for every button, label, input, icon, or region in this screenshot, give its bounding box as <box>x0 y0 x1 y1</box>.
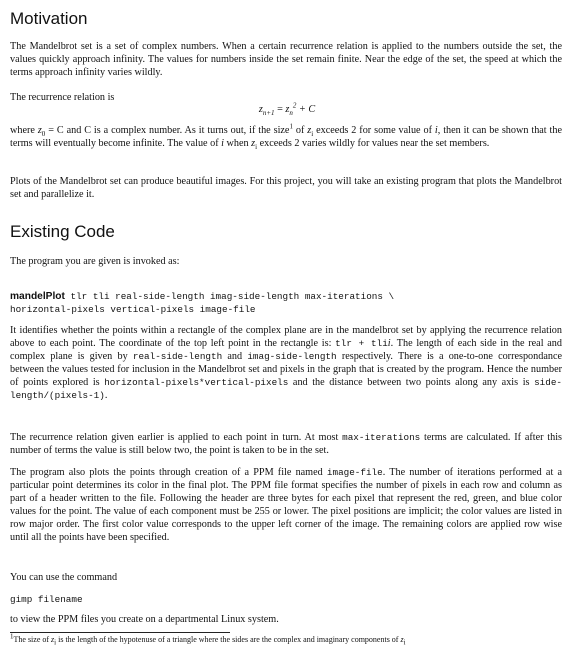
p2-text-f: . <box>104 390 108 401</box>
eq-lhs-sub: n+1 <box>262 109 275 118</box>
existing-paragraph-4 <box>10 466 562 544</box>
motivation-paragraph-4: Plots of the Mandelbrot set can produce beautiful images. For this project, you will take an existing program that plots the Mandelbrot set and parallelize it. <box>10 176 562 200</box>
p3-text-g: exceeds 2 varies wildly for values near the set members. <box>257 138 490 149</box>
motivation-paragraph-1: The Mandelbrot set is a set of complex numbers. When a certain recurrence relation is applied to the numbers outside the set, the values quickly approach infinity. The values for numbers inside the set remain finite. Near the edge of the set, the speed at which the terms approach infinity varies wildly. <box>10 41 562 78</box>
p3-zi2: z <box>251 138 256 149</box>
footnote-text-a: The size of <box>13 635 52 644</box>
footnote-text-b: is the length of the hypotenuse of a triangle where the sides are the complex and imaginary components of <box>56 635 401 644</box>
p4-text-b: . The number of iterations performed at a particular point determines its color in the final plot. The PPM file format specifies the number of pixels in each row and column as part of a header written to the file. Following the header are three bytes for each pixel that represent the red, green, and blue color values for the point. The value of each component must be 255 or lower. The pixel positions are implicit; the color values are listed in row major order. The first color value corresponds to the upper left corner of the image. The remaining colors are applied row wise until all the points have been specified. <box>10 467 562 543</box>
footnote <box>10 632 570 647</box>
p2-mono-1: tlr + tli <box>335 338 388 349</box>
existing-paragraph-6: to view the PPM files you create on a departmental Linux system. <box>10 614 279 625</box>
motivation-paragraph-2: The recurrence relation is <box>10 92 115 103</box>
p3-text-b: = C and C is a complex number. As it turns out, if the size <box>45 125 290 136</box>
p3-zi-sub: i <box>311 130 314 139</box>
motivation-heading: Motivation <box>10 9 88 28</box>
recurrence-equation <box>0 101 574 118</box>
footnote-z2-sub: i <box>403 638 406 647</box>
p2-text-d: respectively. There is a one-to-one correspondance between the values tested for inclusion in the Mandelbrot set and pixels in the graph that is created by the program. Hence the number of points explored is <box>10 351 562 388</box>
p3-text-f: when <box>223 138 252 149</box>
eq-rhs-tail: + C <box>296 104 316 115</box>
p3b-text-b: terms are calculated. If after this number of terms the value is still below two, the point is taken to be in the set. <box>10 432 562 456</box>
footnote-z2: z <box>400 635 404 644</box>
footnote-z: z <box>51 635 55 644</box>
p2-text-e: and the distance between two points along any axis is <box>288 377 535 388</box>
p3-i2: i <box>221 138 224 149</box>
p3-text-e: , then it can be shown that the terms will eventually become infinite. The value of <box>10 125 562 149</box>
footnote-z-sub: i <box>54 638 57 647</box>
footnote-mark: 1 <box>289 122 293 131</box>
eq-rhs-sup: 2 <box>292 101 297 110</box>
p3-zi: z <box>307 125 312 136</box>
p4-mono-1: image-file <box>326 467 383 478</box>
eq-equals: = <box>274 104 286 115</box>
command-args-line-1: tlr tli real-side-length imag-side-length max-iterations \ <box>64 291 395 302</box>
command-name: mandelPlot <box>10 291 65 302</box>
command-args-line-2: horizontal-pixels vertical-pixels image-file <box>10 304 256 315</box>
p2-mono-5: side-length/(pixels-1) <box>10 377 562 401</box>
p3-zi2-sub: i <box>255 143 258 152</box>
p3-text-a: where <box>10 125 38 136</box>
existing-paragraph-2 <box>10 324 562 402</box>
p4-text-a: The program also plots the points through creation of a PPM file named <box>10 467 327 478</box>
p2-text-b: . The length of each side in the real and complex plane is given by <box>10 338 562 362</box>
p2-i: i <box>387 338 391 349</box>
existing-paragraph-1: The program you are given is invoked as: <box>10 256 180 267</box>
footnote-number: 1 <box>10 632 14 641</box>
footnote-rule <box>10 632 230 633</box>
p2-mono-3: imag-side-length <box>247 351 337 362</box>
p3-z0-sub: 0 <box>41 130 46 139</box>
existing-code-heading: Existing Code <box>10 222 115 241</box>
p2-mono-4: horizontal-pixels*vertical-pixels <box>104 377 289 388</box>
p3-i1: i <box>434 125 438 136</box>
existing-paragraph-3 <box>10 431 562 457</box>
eq-rhs-var: z <box>285 104 290 115</box>
command-usage <box>10 290 562 316</box>
existing-paragraph-5: You can use the command <box>10 572 118 583</box>
p3-text-d: exceeds 2 for some value of <box>313 125 435 136</box>
p3-text-c: of <box>292 125 308 136</box>
p2-text-a: It identifies whether the points within a rectangle of the complex plane are in the mandelbrot set by applying the recurrence relation above to each point. The coordinate of the top left point in the rectangle is: <box>10 325 562 349</box>
p3b-mono-1: max-iterations <box>342 432 421 443</box>
gimp-command: gimp filename <box>10 594 83 605</box>
p2-text-c: and <box>222 351 248 362</box>
p3-z0: z <box>37 125 42 136</box>
p2-mono-2: real-side-length <box>132 351 223 362</box>
p3b-text-a: The recurrence relation given earlier is applied to each point in turn. At most <box>10 432 343 443</box>
motivation-paragraph-3 <box>10 124 562 150</box>
eq-rhs-sub: n <box>289 109 293 118</box>
eq-lhs-var: z <box>258 104 263 115</box>
